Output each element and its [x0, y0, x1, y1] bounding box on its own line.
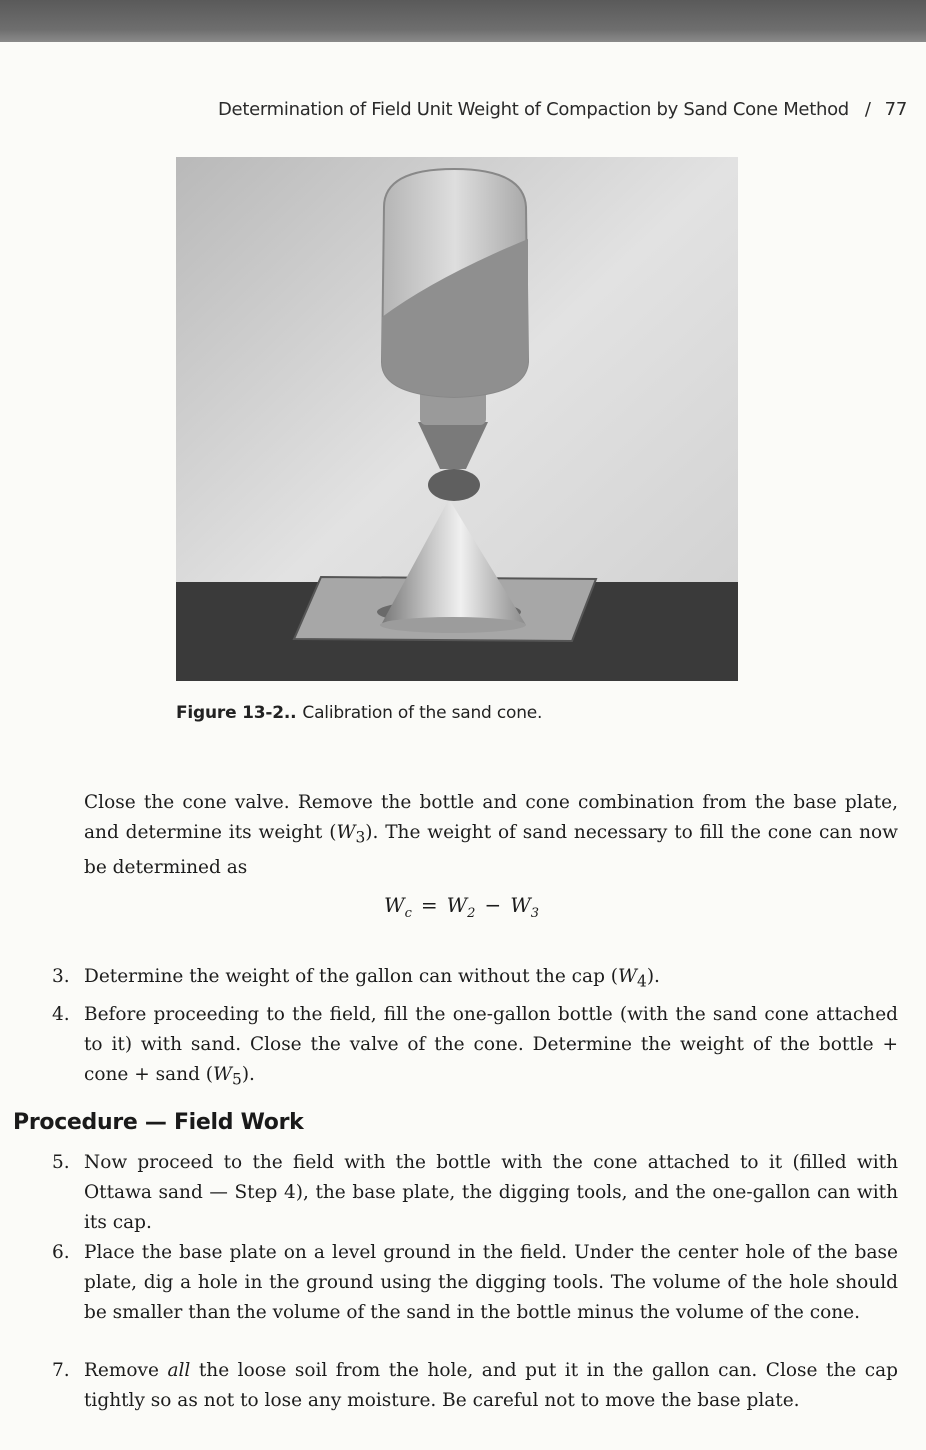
- figure-caption: [176, 703, 542, 723]
- eq-subscript: c: [404, 906, 412, 921]
- list-text: [84, 962, 898, 997]
- cone-valve: [428, 469, 480, 501]
- section-heading: Procedure — Field Work: [13, 1110, 304, 1135]
- variable-subscript: 5: [232, 1070, 242, 1089]
- step-text: ).: [241, 1064, 255, 1085]
- list-text: Place the base plate on a level ground in the field. Under the center hole of the base plate, dig a hole in the ground using the digging tools. The volume of the hole should be smaller than the volume of the sand in the bottle minus the volume of the cone.: [84, 1242, 898, 1323]
- list-number: 5.: [52, 1152, 70, 1173]
- running-header: [218, 99, 908, 120]
- figure-label: Figure 13-2..: [176, 703, 297, 723]
- list-text: [84, 1000, 898, 1095]
- variable: W: [213, 1064, 233, 1085]
- list-number: 4.: [52, 1004, 70, 1025]
- variable: W: [336, 822, 356, 843]
- variable-subscript: 4: [637, 972, 647, 991]
- eq-subscript: 3: [530, 906, 540, 921]
- eq-operator: −: [484, 893, 502, 917]
- list-text: [84, 1356, 898, 1416]
- cone-rim: [380, 617, 526, 633]
- eq-operator: =: [420, 893, 438, 917]
- list-number: 6.: [52, 1242, 70, 1263]
- page-number: 77: [884, 99, 907, 120]
- step-text: the loose soil from the hole, and put it in the gallon can. Close the cap tightly so as not to lose any moisture. Be careful not to move the base plate.: [84, 1360, 899, 1411]
- list-number: 3.: [52, 966, 70, 987]
- figure-caption-text: Calibration of the sand cone.: [302, 703, 543, 723]
- step-text: Before proceeding to the field, fill the one-gallon bottle (with the sand cone attached to it) with sand. Close the valve of the cone. Determine the weight of the bottle + cone + sand (: [84, 1004, 898, 1085]
- variable-subscript: 3: [355, 828, 366, 847]
- paragraph-text: Close the cone valve. Remove the bottle and cone combination from the base plate, and determine its weight (: [84, 792, 898, 843]
- eq-subscript: 2: [467, 906, 476, 921]
- eq-variable: W: [446, 893, 468, 917]
- step-text: Determine the weight of the gallon can without the cap (: [84, 966, 619, 987]
- list-number: 7.: [52, 1360, 70, 1381]
- paragraph-close-valve: [84, 788, 898, 883]
- equation-cone-sand-weight: [384, 893, 539, 921]
- emphasis: all: [167, 1360, 191, 1381]
- step-text: Remove: [84, 1360, 168, 1381]
- list-text: Now proceed to the field with the bottle with the cone attached to it (filled with Ottawa sand — Step 4), the base plate, the digging tools, and the one-gallon can with its cap.: [84, 1152, 898, 1233]
- eq-variable: W: [384, 893, 405, 917]
- figure-photo: [176, 157, 738, 681]
- running-title: Determination of Field Unit Weight of Compaction by Sand Cone Method: [218, 99, 849, 120]
- variable: W: [618, 966, 638, 987]
- scan-top-band: [0, 0, 926, 42]
- step-text: ).: [646, 966, 660, 987]
- header-separator: /: [864, 99, 871, 120]
- eq-variable: W: [510, 893, 531, 917]
- paragraph-text: ). The weight of sand necessary to fill the cone can now be determined as: [84, 822, 899, 878]
